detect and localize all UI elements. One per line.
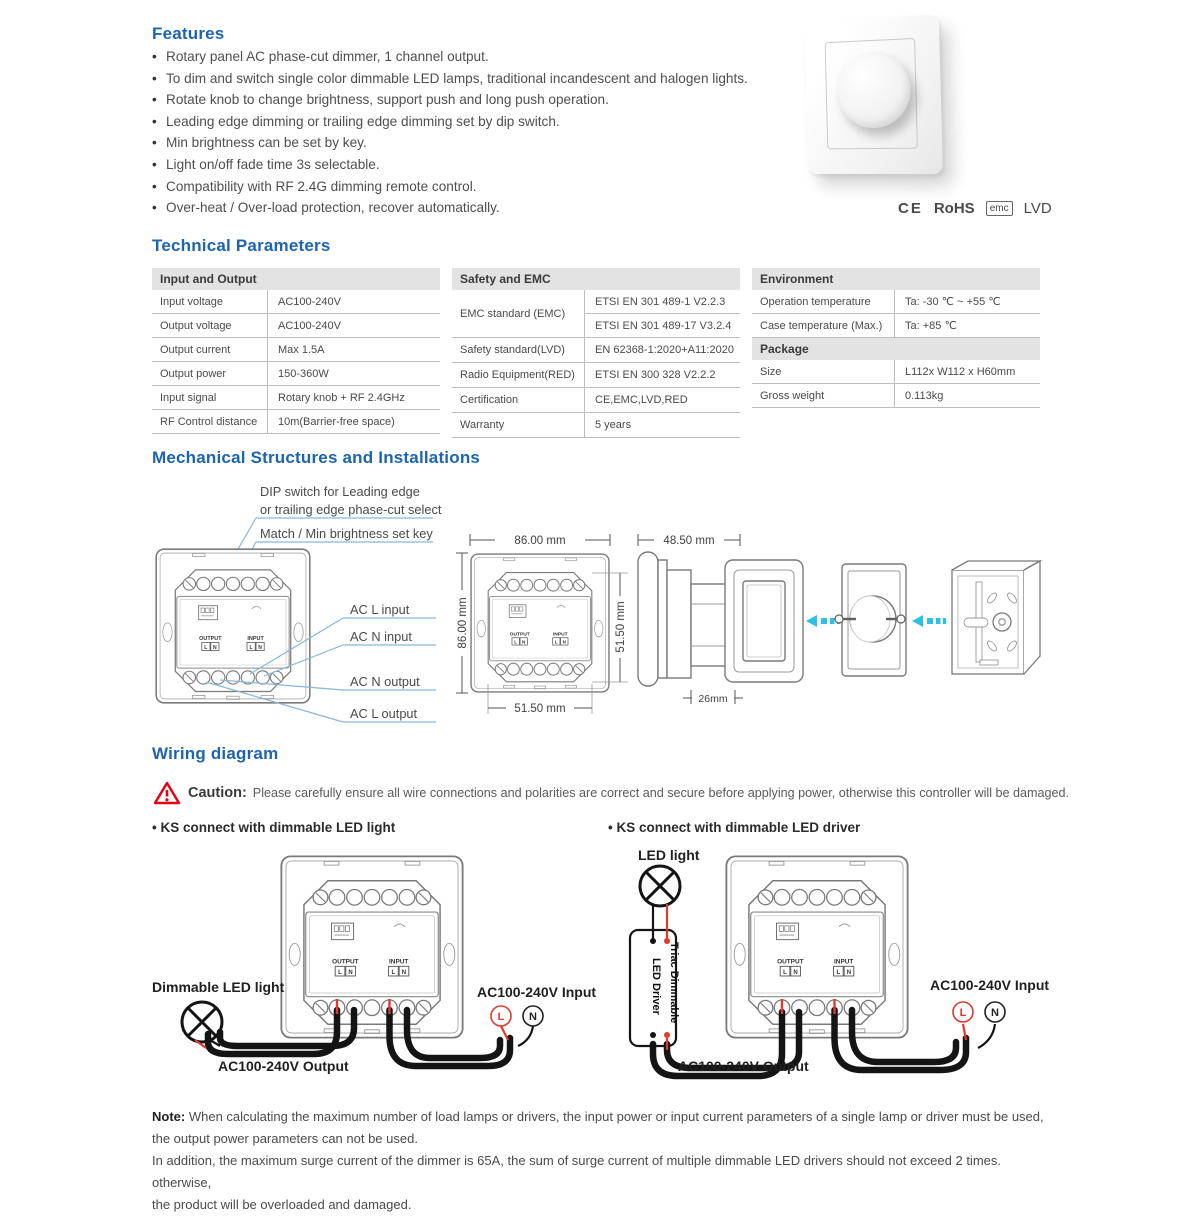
install-frame-plate (725, 560, 803, 682)
rohs-mark: RoHS (933, 200, 975, 217)
svg-text:26mm: 26mm (698, 693, 728, 705)
ac-n-output-label: AC N output (350, 674, 420, 689)
lvd-mark: LVD (1023, 200, 1052, 217)
n-terminal (523, 1006, 543, 1026)
driver-label-line2: LED Driver (650, 958, 662, 1015)
note-label: Note: (152, 1109, 186, 1124)
table-row-emc: EMC standard (EMC) ETSI EN 301 489-1 V2.2.3 ETSI EN 301 489-17 V3.2.4 (452, 290, 740, 338)
table-row: Output power 150-360W (152, 362, 440, 386)
certification-marks (898, 200, 1052, 217)
product-photo (795, 12, 955, 192)
ac-output-label: AC100-240V Output (218, 1058, 349, 1074)
l-terminal (953, 1002, 973, 1022)
mechanical-diagram (140, 478, 1060, 740)
ac-l-output-label: AC L output (350, 706, 418, 721)
bullet-icon: • (152, 49, 157, 64)
caution-row (152, 780, 1082, 806)
bullet-icon: • (152, 200, 157, 216)
dimension-width (470, 534, 610, 547)
feature-item: • Min brightness can be set by key. (152, 132, 748, 154)
ac-input-label: AC100-240V Input (477, 984, 597, 1000)
svg-text:51.50 mm: 51.50 mm (514, 703, 566, 715)
svg-text:N: N (529, 1011, 537, 1023)
wiring-title: Wiring diagram (152, 744, 279, 763)
lamp-icon (182, 1002, 222, 1042)
table-header: Input and Output (152, 268, 440, 290)
table-row: Input voltage AC100-240V (152, 290, 440, 314)
ac-l-input-label: AC L input (350, 602, 410, 617)
bullet-icon: • (152, 135, 157, 151)
caution-text: Please carefully ensure all wire connections and polarities are correct and secure before applying power, otherwise this controller will be damaged. (252, 786, 1070, 800)
note-line: Note: When calculating the maximum number of load lamps or drivers, the input power or input current parameters of a single lamp or driver must be used, (152, 1109, 1044, 1124)
table-header: Safety and EMC (452, 268, 740, 290)
side-view-drawing (638, 552, 731, 686)
feature-item: • Light on/off fade time 3s selectable. (152, 154, 748, 176)
match-callout: Match / Min brightness set key (260, 526, 433, 541)
feature-item: • Rotate knob to change brightness, support push and long push operation. (152, 89, 748, 111)
caution-label: Caution: (188, 785, 247, 801)
l-terminal (491, 1006, 511, 1026)
wiring-diagrams (140, 840, 1060, 1102)
table-row: Gross weight 0.113kg (752, 384, 1040, 408)
features-list (152, 46, 748, 219)
ce-mark: CE (898, 200, 923, 217)
bullet-icon: • (152, 156, 157, 172)
svg-text:48.50 mm: 48.50 mm (663, 535, 715, 547)
svg-text:L: L (959, 1007, 967, 1019)
wiring-left-diagram (152, 856, 596, 1074)
warning-triangle-icon (152, 780, 182, 806)
note-block (152, 1106, 1057, 1216)
wiring-right-diagram (630, 847, 1049, 1076)
table-row: Radio Equipment(RED) ETSI EN 300 328 V2.2.2 (452, 363, 740, 388)
features-title: Features (152, 24, 225, 43)
bullet-icon: • (152, 113, 157, 129)
table-row: Safety standard(LVD) EN 62368-1:2020+A11:2020 (452, 338, 740, 363)
dimension-box-depth (683, 690, 743, 705)
technical-title: Technical Parameters (152, 236, 331, 255)
ac-output-label: AC100-240V Output (678, 1058, 809, 1074)
table-row: Input signal Rotary knob + RF 2.4GHz (152, 386, 440, 410)
table-row: Warranty 5 years (452, 413, 740, 438)
bullet-icon: • (152, 70, 157, 86)
feature-item: • Over-heat / Over-load protection, recover automatically. (152, 197, 748, 219)
emc-mark: emc (986, 201, 1013, 216)
table-row: Operation temperature Ta: -30 ℃ ~ +55 ℃ (752, 290, 1040, 314)
feature-item: • Compatibility with RF 2.4G dimming remote control. (152, 176, 748, 198)
bullet-icon: • (152, 92, 157, 108)
table-environment-package (752, 268, 1040, 408)
feature-item: • Leading edge dimming or trailing edge dimming set by dip switch. (152, 111, 748, 133)
driver-label-line1: Triac Dimmable (668, 942, 680, 1024)
triac-driver-box (630, 904, 680, 1046)
table-safety-emc (452, 268, 740, 438)
note-line: the output power parameters can not be used. (152, 1131, 418, 1146)
dimmer-wall-plate (804, 14, 942, 174)
table-row: Case temperature (Max.) Ta: +85 ℃ (752, 314, 1040, 338)
dimmable-led-light-label: Dimmable LED light (152, 979, 285, 995)
svg-text:86.00 mm: 86.00 mm (514, 535, 566, 547)
ac-n-input-label: AC N input (350, 629, 412, 644)
ac-input-label: AC100-240V Input (930, 977, 1050, 993)
lamp-icon (640, 866, 680, 906)
install-arrow-right-icon (912, 615, 946, 627)
n-terminal (985, 1002, 1005, 1022)
bullet-icon: • (152, 178, 157, 194)
wiring-right-heading: • KS connect with dimmable LED driver (608, 820, 861, 835)
technical-tables (152, 268, 1040, 438)
note-line: In addition, the maximum surge current of the dimmer is 65A, the sum of surge current of multiple dimmable LED drivers should not exceed 2 times. otherwise, (152, 1153, 1001, 1190)
table-row: Size L112x W112 x H60mm (752, 360, 1040, 384)
table-header: Package (752, 338, 1040, 360)
install-dimmer-unit (835, 564, 906, 676)
svg-text:51.50 mm: 51.50 mm (615, 601, 627, 653)
feature-item: • Rotary panel AC phase-cut dimmer, 1 channel output. (152, 46, 748, 68)
note-line: the product will be overloaded and damaged. (152, 1197, 412, 1212)
mechanical-title: Mechanical Structures and Installations (152, 448, 481, 467)
dip-callout-line2: or trailing edge phase-cut select (260, 502, 442, 517)
wiring-left-heading: • KS connect with dimmable LED light (152, 820, 396, 835)
dimension-height (456, 553, 469, 693)
svg-text:N: N (991, 1007, 999, 1019)
table-row: Certification CE,EMC,LVD,RED (452, 388, 740, 413)
wiring-subheadings (152, 820, 1052, 835)
svg-text:L: L (497, 1011, 505, 1023)
table-header: Environment (752, 268, 1040, 290)
feature-item: • To dim and switch single color dimmable LED lamps, traditional incandescent and halogen lights. (152, 68, 748, 90)
led-light-label: LED light (638, 847, 700, 863)
table-row: RF Control distance 10m(Barrier-free space) (152, 410, 440, 434)
svg-text:86.00 mm: 86.00 mm (457, 597, 469, 649)
table-input-output (152, 268, 440, 434)
dimension-depth (638, 534, 740, 547)
dip-callout-line1: DIP switch for Leading edge (260, 484, 420, 499)
table-row: Output current Max 1.5A (152, 338, 440, 362)
table-row: Output voltage AC100-240V (152, 314, 440, 338)
install-wall-box (952, 561, 1040, 674)
